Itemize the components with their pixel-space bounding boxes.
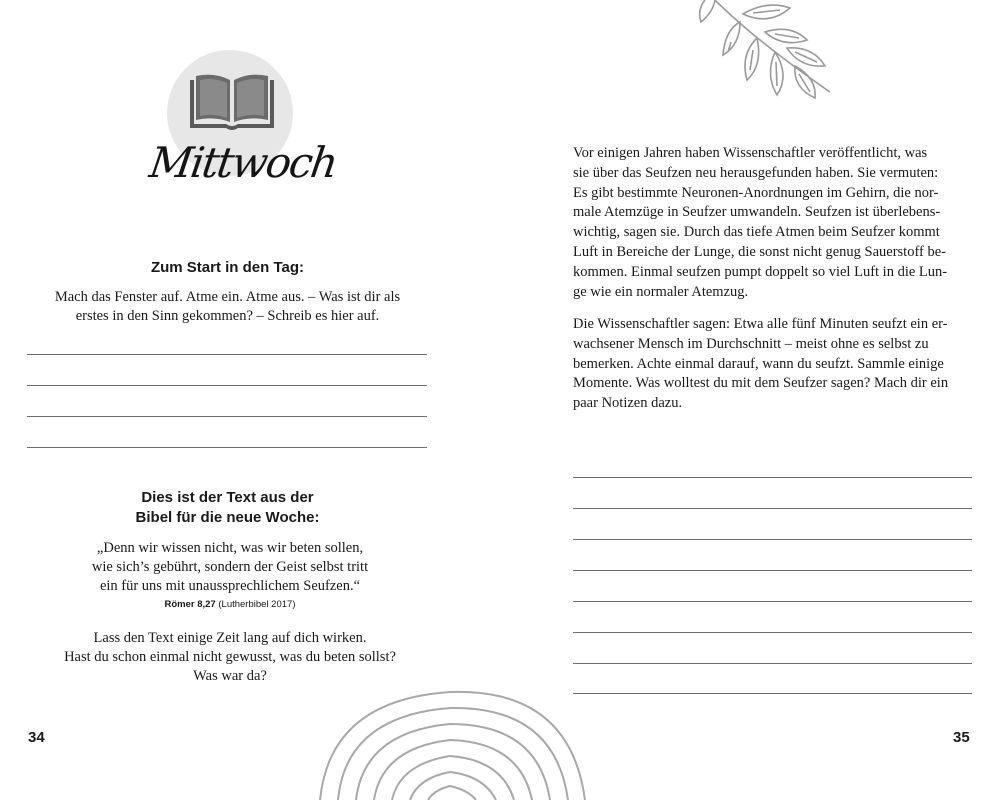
text-line: erstes in den Sinn gekommen? – Schreib es hier auf.: [75, 308, 380, 324]
bible-quote: [0, 539, 460, 596]
text-line: Lass den Text einige Zeit lang auf dich wirken.: [93, 630, 367, 646]
heading-line: Bibel für die neue Woche:: [135, 509, 320, 526]
writing-line[interactable]: [573, 663, 972, 664]
writing-line[interactable]: [573, 508, 972, 509]
text-line: Es gibt bestimmte Neuronen-Anordnungen im Gehirn, die nor-: [573, 184, 939, 201]
writing-line[interactable]: [27, 385, 427, 386]
bible-heading: [0, 488, 455, 528]
science-paragraph: [573, 144, 973, 302]
reflection-text: [0, 629, 460, 686]
text-line: Mach das Fenster auf. Atme ein. Atme aus. – Was ist dir als: [54, 289, 401, 305]
text-line: male Atemzüge in Seufzer umwandeln. Seufzen ist überlebens-: [573, 204, 941, 221]
right-page: [500, 0, 1000, 800]
text-line: Was war da?: [193, 668, 267, 684]
text-line: wichtig, sagen sie. Durch das tiefe Atmen beim Seufzer kommt: [573, 224, 940, 241]
heading-line: Dies ist der Text aus der: [141, 489, 314, 506]
reference-verse: Römer 8,27: [164, 599, 216, 610]
quote-line: ein für uns mit unaussprechlichem Seufzen.“: [99, 578, 361, 594]
writing-line[interactable]: [573, 570, 972, 571]
text-line: wachsener Mensch im Durchschnitt – meist ohne es selbst zu: [573, 335, 929, 352]
writing-line[interactable]: [573, 477, 972, 478]
text-line: paar Notizen dazu.: [573, 395, 683, 412]
text-line: kommen. Einmal seufzen pumpt doppelt so viel Luft in die Lun-: [573, 263, 948, 280]
writing-line[interactable]: [27, 447, 427, 448]
start-instructions: [0, 288, 455, 326]
writing-line[interactable]: [573, 539, 972, 540]
bible-reference: [0, 599, 460, 610]
writing-line[interactable]: [573, 601, 972, 602]
writing-line[interactable]: [27, 416, 427, 417]
notes-paragraph: [573, 315, 973, 414]
start-heading: Zum Start in den Tag:: [150, 259, 305, 276]
leaf-branch-icon: [695, 0, 845, 100]
writing-line[interactable]: [27, 354, 427, 355]
text-line: Die Wissenschaftler sagen: Etwa alle fünf Minuten seufzt ein er-: [573, 316, 948, 332]
page-number-right: 35: [953, 729, 970, 746]
text-line: sie über das Seufzen neu herausgefunden haben. Sie vermuten:: [573, 164, 939, 181]
text-line: Momente. Was wolltest du mit dem Seufzer sagen? Mach dir ein: [573, 375, 949, 392]
text-line: ge wie ein normaler Atemzug.: [573, 283, 749, 300]
reference-edition: (Lutherbibel 2017): [218, 599, 296, 610]
quote-line: „Denn wir wissen nicht, was wir beten sollen,: [96, 540, 364, 556]
text-line: Vor einigen Jahren haben Wissenschaftler veröffentlicht, was: [573, 145, 928, 161]
text-line: Hast du schon einmal nicht gewusst, was du beten sollst?: [64, 649, 396, 665]
open-book-icon: [186, 72, 278, 138]
text-line: bemerken. Achte einmal darauf, wann du seufzt. Sammle einige: [573, 355, 944, 372]
quote-line: wie sich’s gebührt, sondern der Geist selbst tritt: [91, 559, 369, 575]
writing-line[interactable]: [573, 693, 972, 694]
writing-line[interactable]: [573, 632, 972, 633]
page-number-left: 34: [28, 729, 45, 746]
day-title: Mittwoch: [146, 138, 340, 187]
text-line: Luft in Bereiche der Lunge, die sonst nicht genug Sauerstoff be-: [573, 243, 946, 260]
